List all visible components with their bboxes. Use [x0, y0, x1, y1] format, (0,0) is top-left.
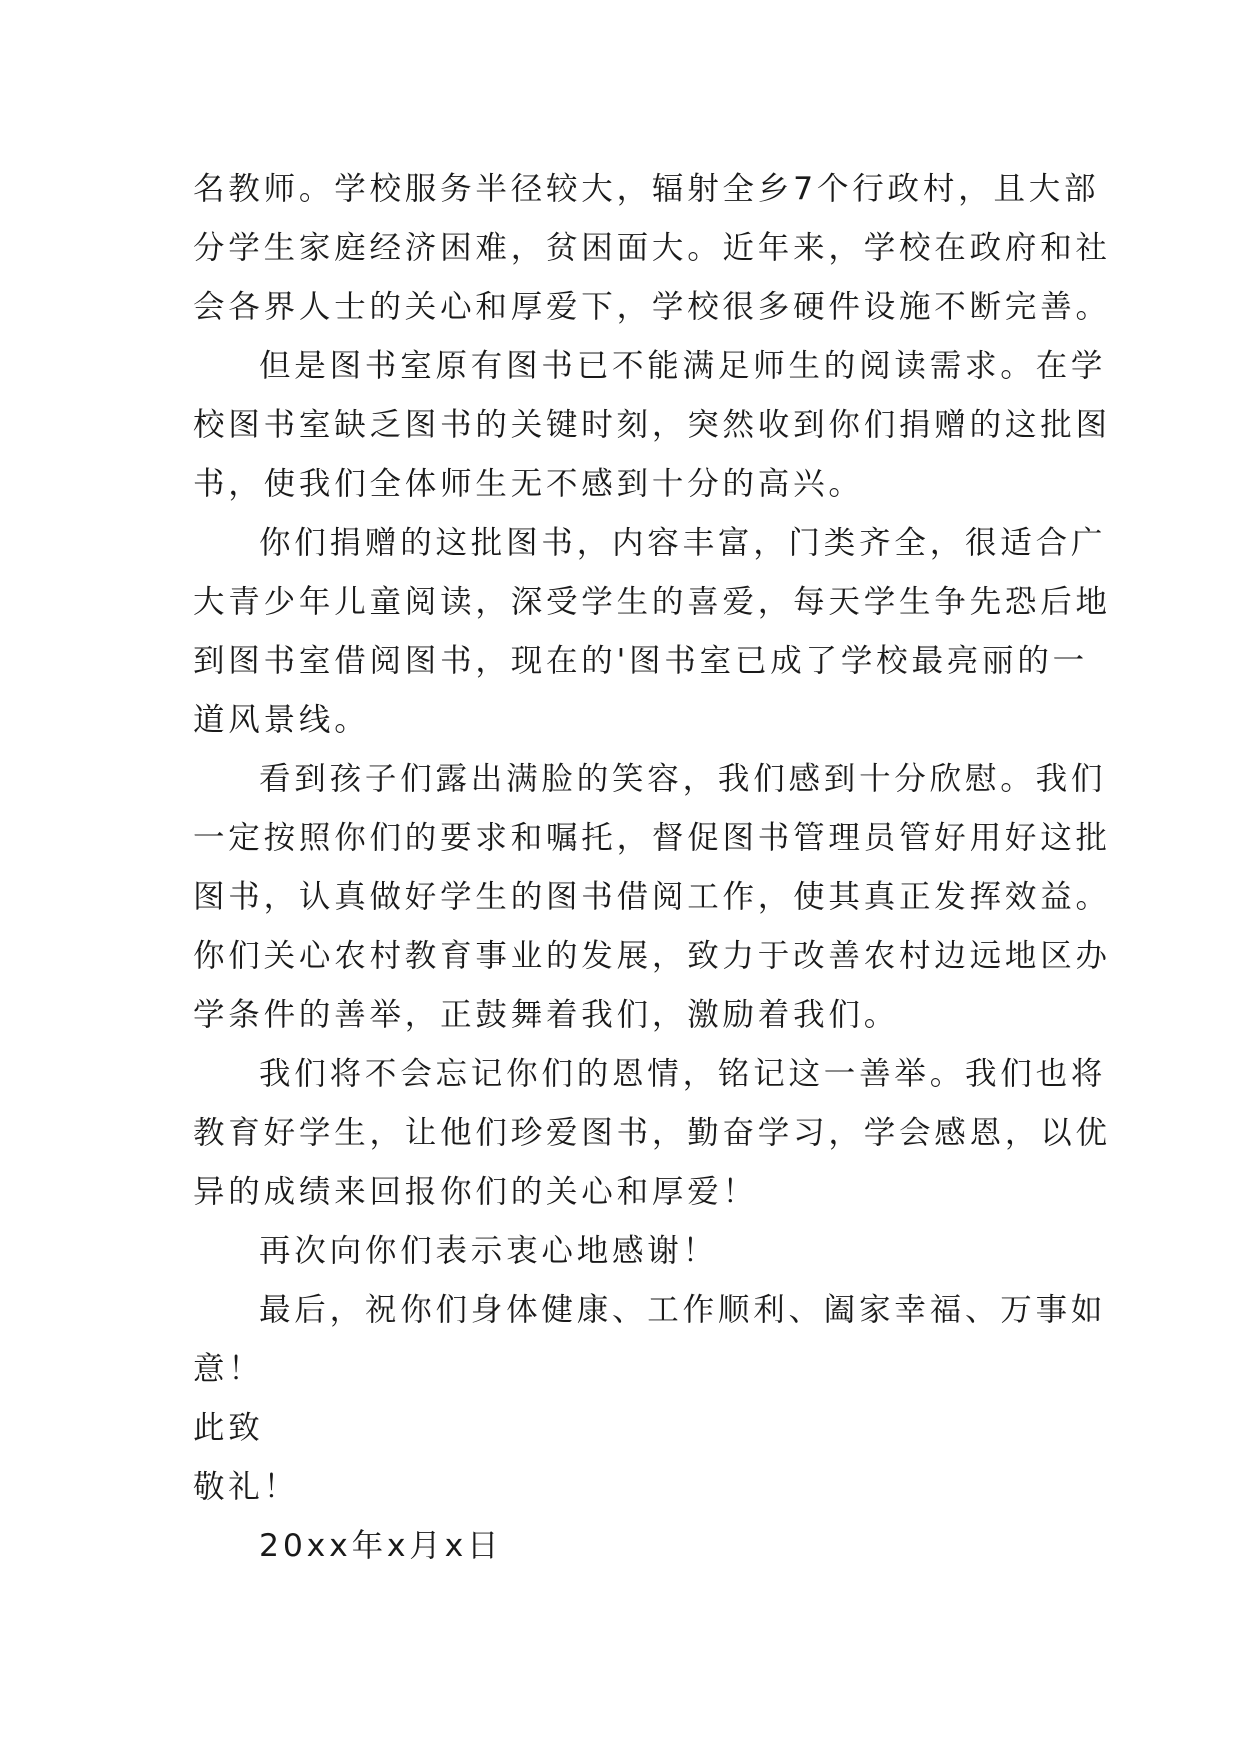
letter-line: 再次向你们表示衷心地感谢！ — [259, 1233, 718, 1269]
closing-regards: 敬礼！ — [193, 1469, 299, 1505]
letter-line: 一定按照你们的要求和嘱托，督促图书管理员管好用好这批 — [193, 820, 1111, 856]
letter-line: 我们将不会忘记你们的恩情，铭记这一善举。我们也将 — [259, 1056, 1107, 1092]
letter-line: 意！ — [193, 1351, 264, 1387]
letter-body — [193, 160, 1111, 1576]
closing-salutation: 此致 — [193, 1410, 264, 1446]
letter-line: 你们关心农村教育事业的发展，致力于改善农村边远地区办 — [193, 938, 1111, 974]
letter-line: 到图书室借阅图书，现在的'图书室已成了学校最亮丽的一 — [193, 643, 1088, 679]
letter-line: 名教师。学校服务半径较大，辐射全乡7个行政村，且大部 — [193, 171, 1100, 207]
letter-line: 学条件的善举，正鼓舞着我们，激励着我们。 — [193, 997, 900, 1033]
letter-line: 分学生家庭经济困难，贫困面大。近年来，学校在政府和社 — [193, 230, 1111, 266]
letter-line: 校图书室缺乏图书的关键时刻，突然收到你们捐赠的这批图 — [193, 407, 1111, 443]
letter-line: 大青少年儿童阅读，深受学生的喜爱，每天学生争先恐后地 — [193, 584, 1111, 620]
letter-line: 异的成绩来回报你们的关心和厚爱！ — [193, 1174, 758, 1210]
letter-line: 教育好学生，让他们珍爱图书，勤奋学习，学会感恩，以优 — [193, 1115, 1111, 1151]
letter-line: 但是图书室原有图书已不能满足师生的阅读需求。在学 — [259, 348, 1107, 384]
letter-line: 看到孩子们露出满脸的笑容，我们感到十分欣慰。我们 — [259, 761, 1107, 797]
letter-line: 书，使我们全体师生无不感到十分的高兴。 — [193, 466, 864, 502]
letter-line: 最后，祝你们身体健康、工作顺利、阖家幸福、万事如 — [259, 1292, 1107, 1328]
letter-line: 图书，认真做好学生的图书借阅工作，使其真正发挥效益。 — [193, 879, 1111, 915]
letter-line: 道风景线。 — [193, 702, 370, 738]
letter-line: 会各界人士的关心和厚爱下，学校很多硬件设施不断完善。 — [193, 289, 1111, 325]
letter-date: 20xx年x月x日 — [259, 1528, 503, 1564]
letter-line: 你们捐赠的这批图书，内容丰富，门类齐全，很适合广 — [259, 525, 1107, 561]
